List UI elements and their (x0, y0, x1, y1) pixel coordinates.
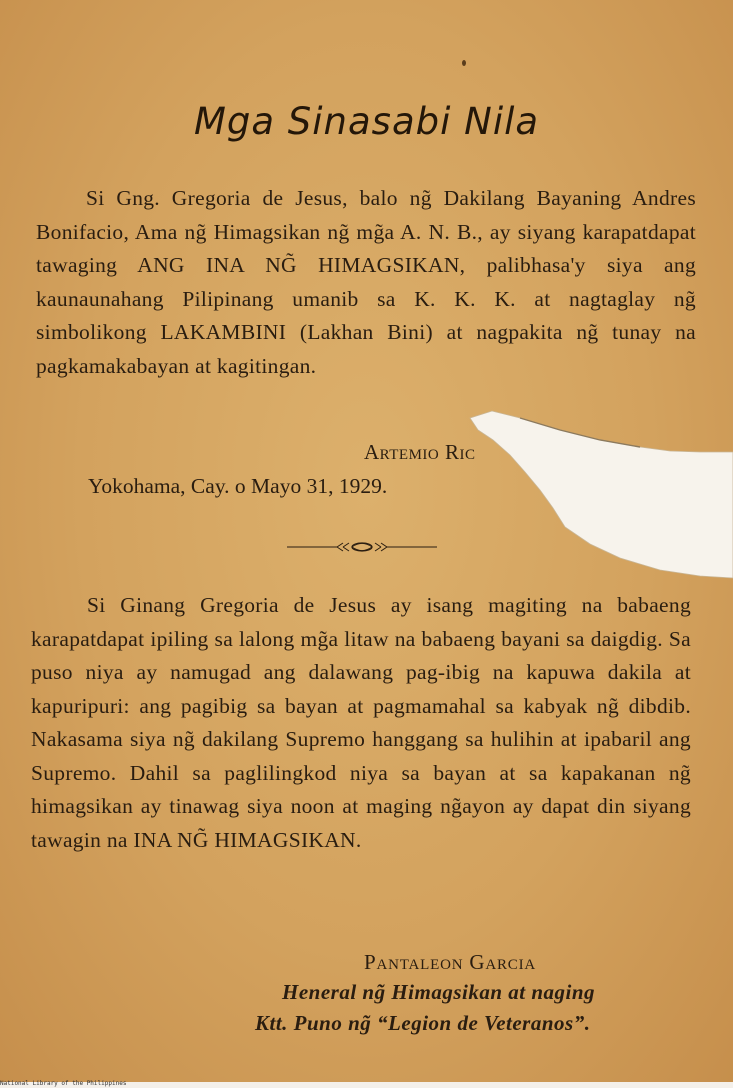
first-statement-signature: Artemio Ric (364, 440, 476, 464)
library-credit: National Library of the Philippines (0, 1080, 127, 1087)
second-statement-text: Si Ginang Gregoria de Jesus ay isang magiting na babaeng karapatdapat ipiling sa lalong mg̃a litaw na babaeng bayani sa daigdig. Sa puso niya ay namugad ang dalawang pag-ibig na kapuwa dakila at kapuripuri: ang pagibig sa bayan at pagmamahal sa kabyak ng̃ dibdib. Nakasama siya ng̃ dakilang Supremo hanggang sa hulihin at ipabaril ang Supremo. Dahil sa paglilingkod niya sa bayan at sa kapakanan ng̃ himagsikan ay tinawag siya noon at maging ng̃ayon ay dapat din siyang tawagin na INA NG̃ HIMAGSIKAN. (31, 593, 691, 852)
page-title: Mga Sinasabi Nila (193, 100, 540, 143)
second-statement-signature: Pantaleon Garcia (364, 950, 537, 974)
second-statement-role-line1: Heneral ng̃ Himagsikan at naging (282, 980, 596, 1004)
second-statement-role-line2: Ktt. Puno ng̃ “Legion de Veteranos”. (255, 1011, 591, 1035)
first-statement-text: Si Gng. Gregoria de Jesus, balo ng̃ Dakilang Bayaning Andres Bonifacio, Ama ng̃ Himagsikan ng̃ mg̃a A. N. B., ay siyang karapatdapat tawaging ANG INA NG̃ HIMAGSIKAN, palibhasa'y siya ang kaunaunahang Pilipinang umanib sa K. K. K. at nagtaglay ng̃ simbolikong LAKAMBINI (Lakhan Bini) at nagpakita ng̃ tunay na pagkamakabayan at kagitingan. (36, 186, 696, 378)
first-statement-place-date: Yokohama, Cay. o Mayo 31, 1929. (88, 474, 388, 498)
